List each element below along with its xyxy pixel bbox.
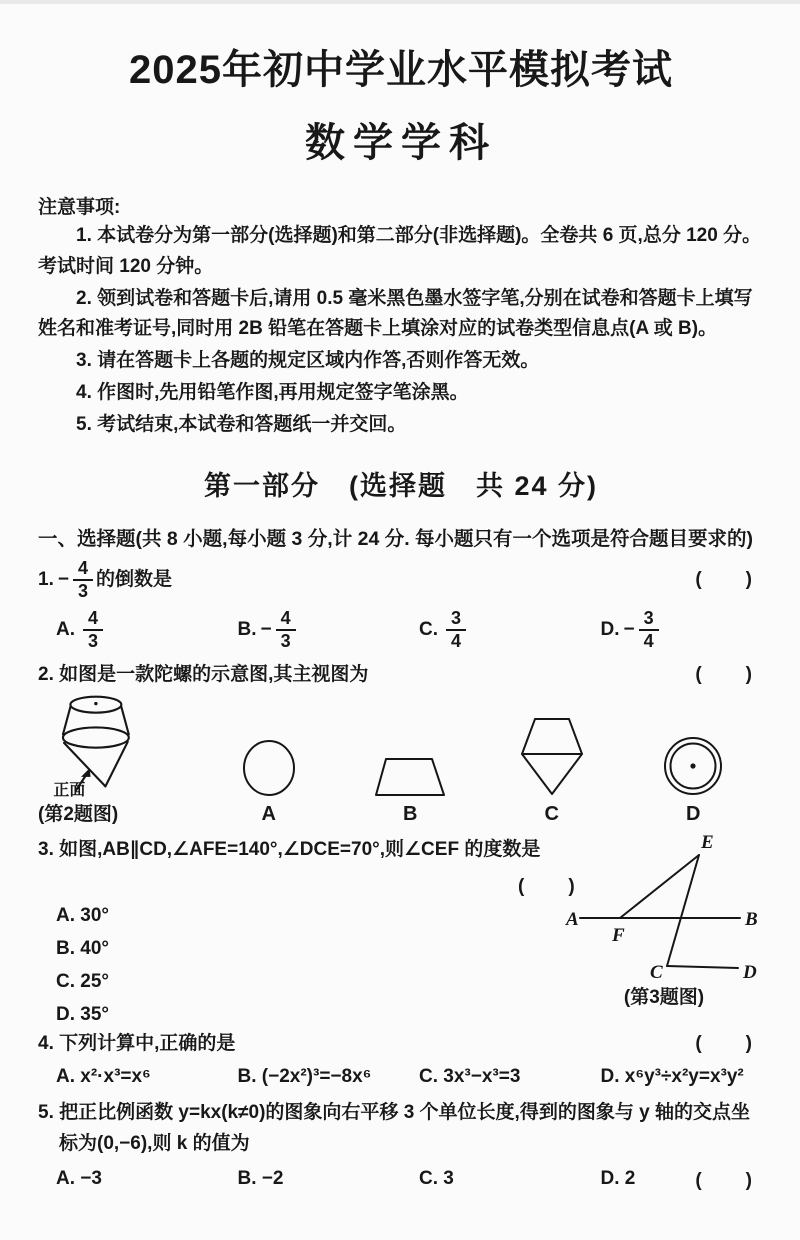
- q1-answer-brackets: ( ): [695, 569, 754, 590]
- q1-option-a-den: 3: [88, 631, 99, 652]
- q2-figures-row: [38, 693, 764, 826]
- question-1: [38, 559, 764, 651]
- q4-option-c: C. 3x³−x³=3: [419, 1066, 521, 1088]
- q1-stem-numerator: 4: [73, 559, 93, 581]
- q1-option-c-label: C.: [419, 619, 438, 641]
- q1-option-a-label: A.: [56, 619, 75, 641]
- q3-option-c: C. 25°: [56, 971, 110, 993]
- trapezoid-triangle-shape: [520, 717, 584, 797]
- q4-option-a: A. x²·x³=x⁶: [56, 1066, 151, 1088]
- q5-options: [38, 1168, 764, 1190]
- concentric-circles-shape: [662, 735, 724, 797]
- question-3: [38, 832, 764, 1030]
- notice-heading: 注意事项:: [38, 197, 121, 218]
- q3-label-d: D: [743, 962, 757, 983]
- q4-stem: 4. 下列计算中,正确的是: [38, 1032, 236, 1054]
- q1-option-b-label: B.: [237, 619, 257, 641]
- q3-answer-brackets: ( ): [518, 875, 577, 897]
- q1-option-c: [401, 609, 583, 651]
- q3-label-b: B: [745, 909, 758, 931]
- notice-item-3: 3. 请在答题卡上各题的规定区域内作答,否则作答无效。: [76, 350, 540, 372]
- q2-option-c-figure: [481, 717, 623, 826]
- q2-option-d-figure: [623, 735, 765, 826]
- question-5: [38, 1098, 764, 1190]
- q4-option-d: D. x⁶y³÷x²y=x³y²: [600, 1066, 744, 1088]
- notice-item-1: 1. 本试卷分为第一部分(选择题)和第二部分(非选择题)。全卷共 6 页,总分 120 分。考试时间 120 分钟。: [38, 225, 762, 277]
- q2-option-c-label: C: [544, 803, 559, 826]
- q5-option-d: D. 2: [600, 1167, 636, 1189]
- q3-option-a: A. 30°: [56, 905, 110, 927]
- q2-option-b-label: B: [403, 803, 418, 826]
- q1-option-c-num: 3: [446, 609, 466, 631]
- q1-options: [38, 609, 764, 651]
- q5-answer-brackets: ( ): [695, 1169, 754, 1191]
- question-4: [38, 1030, 764, 1089]
- q1-stem-fraction: [73, 559, 93, 601]
- q1-option-d-label: D.: [600, 619, 620, 641]
- q2-figure-caption: (第2题图): [38, 804, 119, 826]
- q1-option-a-fraction: [83, 609, 103, 651]
- q1-stem-denominator: 3: [77, 581, 88, 602]
- spinning-top-figure: [38, 693, 158, 797]
- notice-section: [38, 192, 764, 440]
- q5-option-c: C. 3: [419, 1167, 454, 1189]
- q2-front-label: 正面: [53, 782, 86, 798]
- q1-option-b: [220, 609, 402, 651]
- q2-option-b-figure: [340, 757, 482, 826]
- q1-option-b-den: 3: [280, 631, 291, 652]
- q1-option-b-sign: −: [260, 619, 272, 641]
- q2-option-a-figure: [198, 739, 340, 826]
- exam-paper-page: [0, 4, 800, 1240]
- q3-stem: 3. 如图,AB∥CD,∠AFE=140°,∠DCE=70°,则∠CEF 的度数是: [38, 839, 541, 861]
- q2-figure-top: [38, 693, 198, 826]
- q2-stem: 2. 如图是一款陀螺的示意图,其主视图为: [38, 663, 369, 685]
- notice-item-5: 5. 考试结束,本试卷和答题纸一并交回。: [76, 413, 407, 435]
- q1-option-d-num: 3: [639, 609, 659, 631]
- q1-option-b-fraction: [276, 609, 296, 651]
- question-2: [38, 661, 764, 827]
- q4-answer-brackets: ( ): [695, 1032, 754, 1054]
- q2-option-d-label: D: [686, 803, 701, 826]
- notice-item-2: 2. 领到试卷和答题卡后,请用 0.5 毫米黑色墨水签字笔,分别在试卷和答题卡上填写姓名和准考证号,同时用 2B 铅笔在答题卡上填涂对应的试卷类型信息点(A 或 B)。: [38, 287, 753, 340]
- exam-subject-title: 数学学科: [305, 121, 497, 165]
- q1-option-c-den: 4: [451, 631, 462, 652]
- q4-options: [38, 1066, 764, 1088]
- q1-option-d-sign: −: [623, 619, 635, 641]
- q1-stem-sign: −: [57, 569, 69, 590]
- q1-option-b-num: 4: [276, 609, 296, 631]
- q5-option-b: B. −2: [237, 1167, 284, 1189]
- q3-figure-caption: (第3题图): [623, 987, 705, 1009]
- q2-answer-brackets: ( ): [695, 663, 754, 685]
- q1-option-d: [583, 609, 765, 651]
- trapezoid-shape: [373, 757, 447, 797]
- q5-option-a: A. −3: [56, 1167, 102, 1189]
- q1-option-c-fraction: [446, 609, 466, 651]
- q1-number: 1.: [38, 569, 54, 590]
- q3-label-e: E: [701, 832, 714, 854]
- q3-figure: [564, 832, 764, 1009]
- q4-option-b: B. (−2x²)³=−8x⁶: [237, 1066, 372, 1088]
- q3-label-c: C: [650, 962, 663, 983]
- notice-item-4: 4. 作图时,先用铅笔作图,再用规定签字笔涂黑。: [76, 381, 469, 403]
- q3-option-d: D. 35°: [56, 1004, 110, 1026]
- q1-option-d-fraction: [639, 609, 659, 651]
- q1-option-d-den: 4: [643, 631, 654, 652]
- q1-option-a-num: 4: [83, 609, 103, 631]
- q5-stem: 5. 把正比例函数 y=kx(k≠0)的图象向右平移 3 个单位长度,得到的图象与 y 轴的交点坐标为(0,−6),则 k 的值为: [38, 1102, 750, 1155]
- q3-label-a: A: [566, 909, 579, 931]
- section1-intro: 一、选择题(共 8 小题,每小题 3 分,计 24 分. 每小题只有一个选项是符合题目要求的): [38, 528, 754, 551]
- q1-option-a: [38, 609, 220, 651]
- q1-stem-suffix: 的倒数是: [95, 569, 172, 590]
- circle-shape: [241, 739, 297, 797]
- q3-label-f: F: [612, 925, 625, 947]
- parallel-lines-figure: [564, 832, 764, 982]
- q2-option-a-label: A: [261, 803, 276, 826]
- section1-heading: 第一部分 (选择题 共 24 分): [203, 471, 599, 502]
- exam-title: 2025年初中学业水平模拟考试: [129, 48, 673, 92]
- q3-option-b: B. 40°: [56, 938, 110, 960]
